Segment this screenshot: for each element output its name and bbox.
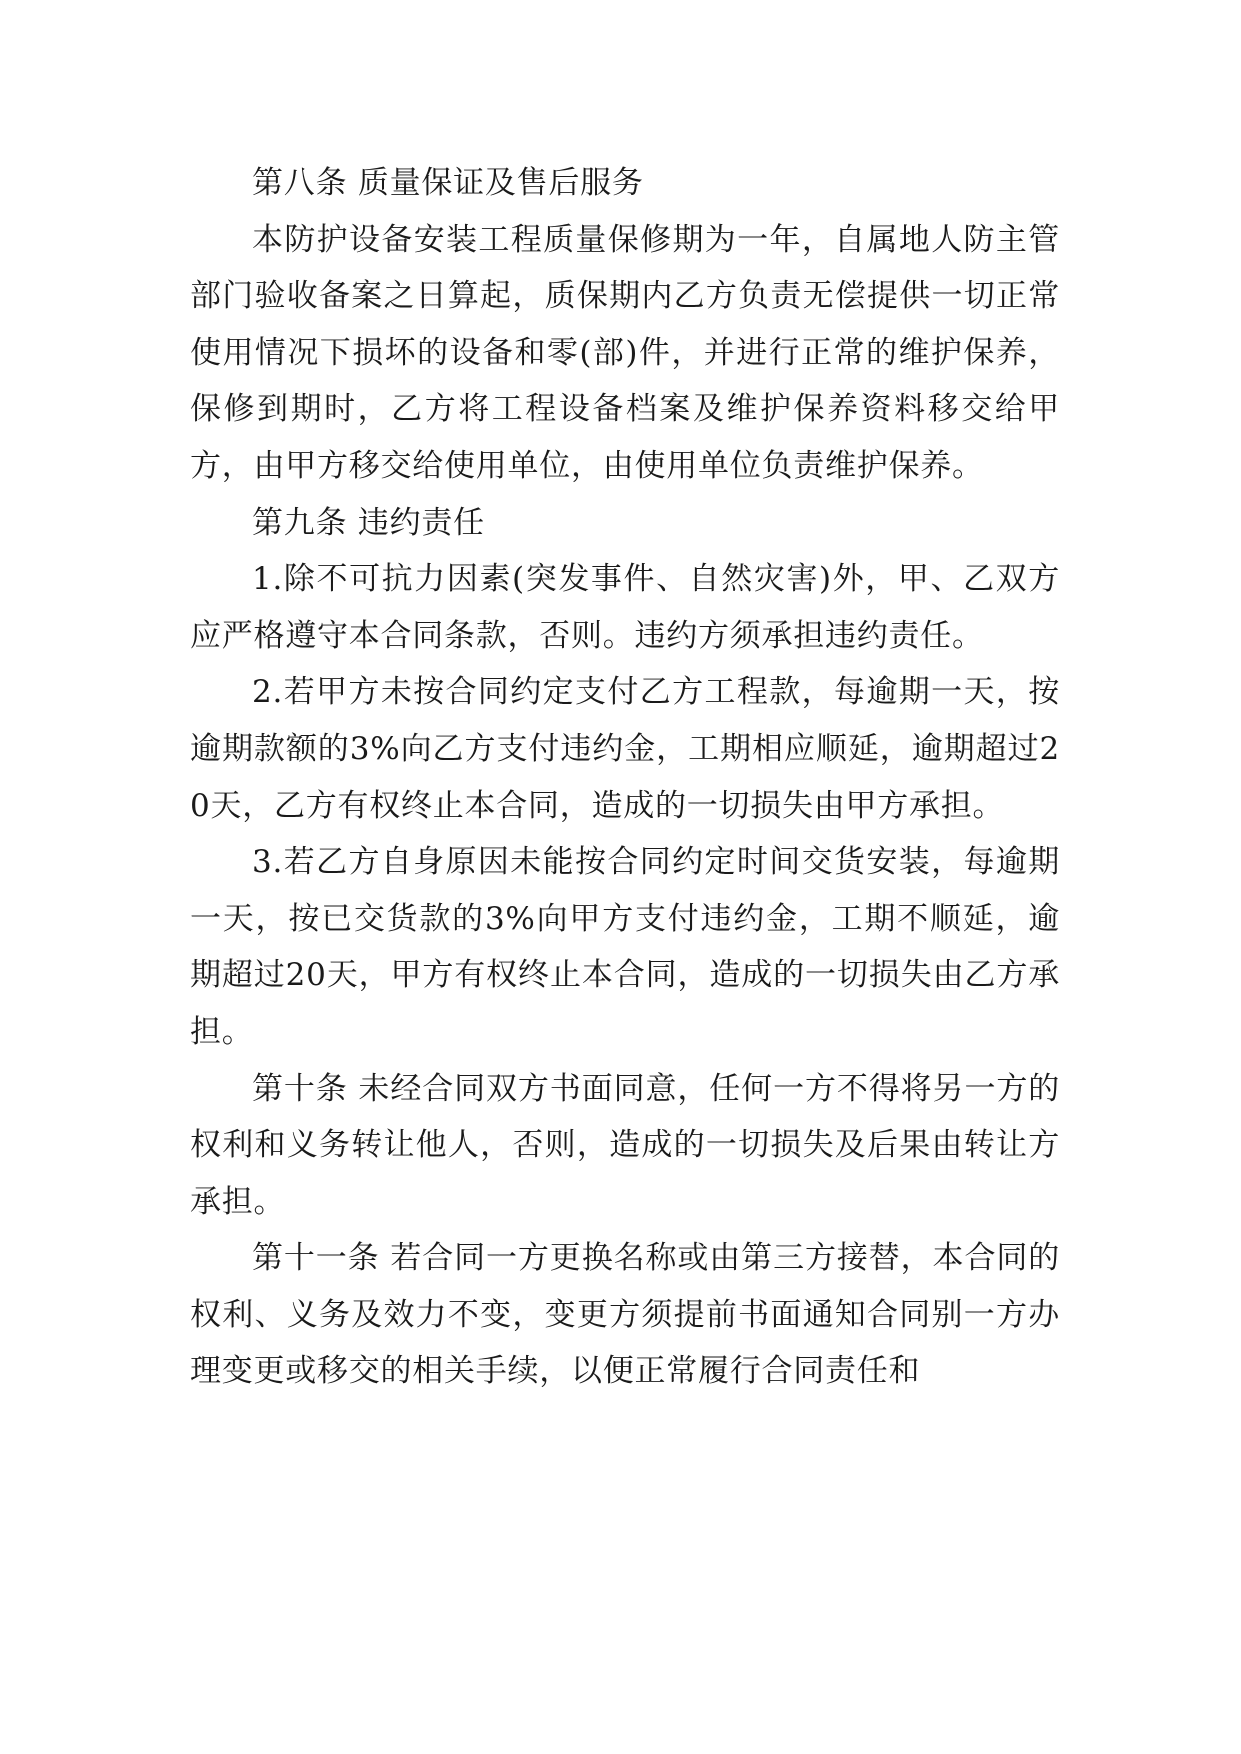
paragraph-liability-2: 2.若甲方未按合同约定支付乙方工程款，每逾期一天，按逾期款额的3%向乙方支付违约金，工期相应顺延，逾期超过20天，乙方有权终止本合同，造成的一切损失由甲方承担。: [190, 674, 1060, 824]
paragraph-liability-1: 1.除不可抗力因素(突发事件、自然灾害)外，甲、乙双方应严格遵守本合同条款，否则。违约方须承担违约责任。: [190, 561, 1060, 654]
paragraph-article-11: 第十一条 若合同一方更换名称或由第三方接替，本合同的权利、义务及效力不变，变更方须提前书面通知合同别一方办理变更或移交的相关手续，以便正常履行合同责任和: [190, 1240, 1060, 1390]
paragraph-liability-3: 3.若乙方自身原因未能按合同约定时间交货安装，每逾期一天，按已交货款的3%向甲方支付违约金，工期不顺延，逾期超过20天，甲方有权终止本合同，造成的一切损失由乙方承担。: [190, 844, 1060, 1050]
section-heading-article-8: 第八条 质量保证及售后服务: [252, 165, 644, 201]
paragraph-warranty: 本防护设备安装工程质量保修期为一年，自属地人防主管部门验收备案之日算起，质保期内乙方负责无偿提供一切正常使用情况下损坏的设备和零(部)件，并进行正常的维护保养，保修到期时，乙方将工程设备档案及维护保养资料移交给甲方，由甲方移交给使用单位，由使用单位负责维护保养。: [190, 221, 1060, 484]
paragraph-article-10: 第十条 未经合同双方书面同意，任何一方不得将另一方的权利和义务转让他人，否则，造成的一切损失及后果由转让方承担。: [190, 1070, 1060, 1220]
section-heading-article-9: 第九条 违约责任: [252, 504, 485, 541]
document-body: [190, 155, 1060, 1400]
